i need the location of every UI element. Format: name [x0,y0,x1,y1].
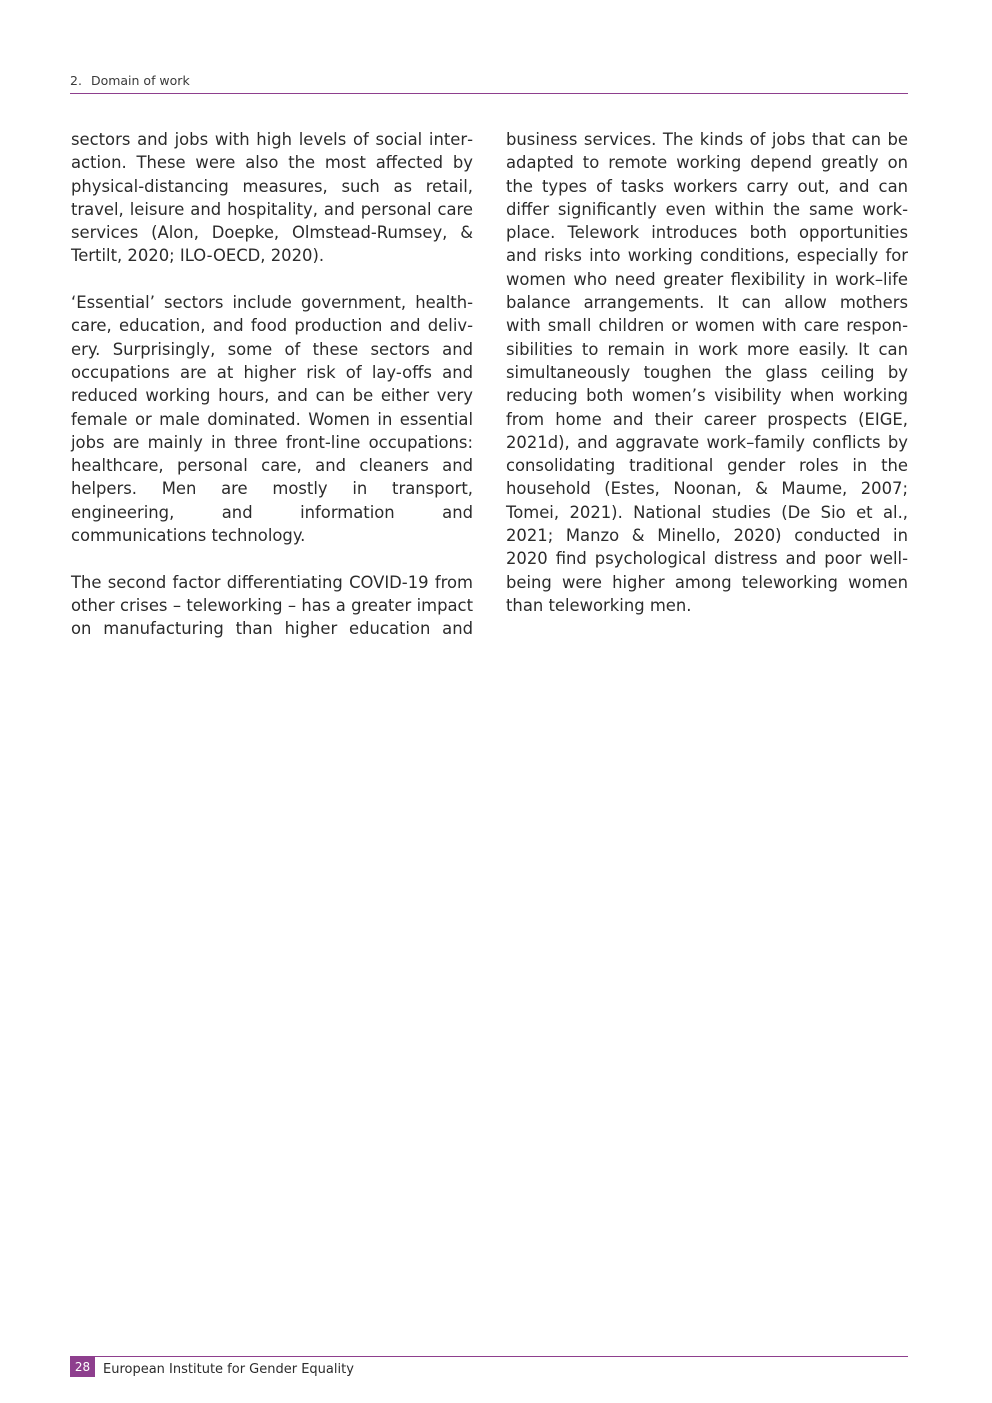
right-column [506,128,908,617]
publisher-name: European Institute for Gender Equality [103,1362,354,1377]
paragraph: business services. The kinds of jobs that can be adapted to remote working depend greatly on the types of tasks workers carry out, and can differ significantly even within the same workplace. Telework introduces both opportunities and risks into working conditions, especially for women who need greater flexibility in work–life balance arrangements. It can allow mothers with small children or women with care responsibilities to remain in work more easily. It can simultaneously toughen the glass ceiling by reducing both women’s visibility when working from home and their career prospects (EIGE, 2021d), and aggravate work–family conflicts by consolidating traditional gender roles in the household (Estes, Noonan, & Maume, 2007; Tomei, 2021). National studies (De Sio et al., 2021; Manzo & Minello, 2020) conducted in 2020 find psychological distress and poor well-being were higher among teleworking women than teleworking men. [506,130,908,615]
section-heading [70,73,190,88]
section-number: 2. [70,73,82,88]
page-number: 28 [70,1357,95,1377]
paragraph: sectors and jobs with high levels of social interaction. These were also the most affected by physical-distancing measures, such as retail, travel, leisure and hospitality, and personal care services (Alon, Doepke, Olmstead-Rumsey, & Tertilt, 2020; ILO-OECD, 2020). [71,130,473,266]
paragraph: ‘Essential’ sectors include government, healthcare, education, and food production and delivery. Surprisingly, some of these sectors and occupations are at higher risk of lay-offs and reduced working hours, and can be either very female or male dominated. Women in essential jobs are mainly in three front-line occupations: healthcare, personal care, and cleaners and helpers. Men are mostly in transport, engineering, and information and communications technology. [71,293,473,546]
running-header [70,72,908,94]
left-column [71,128,473,641]
paragraph: The second factor differentiating COVID-19 from other crises – teleworking – has a greater impact on manufacturing than higher education and [71,572,473,639]
footer-divider [70,1356,908,1357]
section-title: Domain of work [90,73,190,88]
